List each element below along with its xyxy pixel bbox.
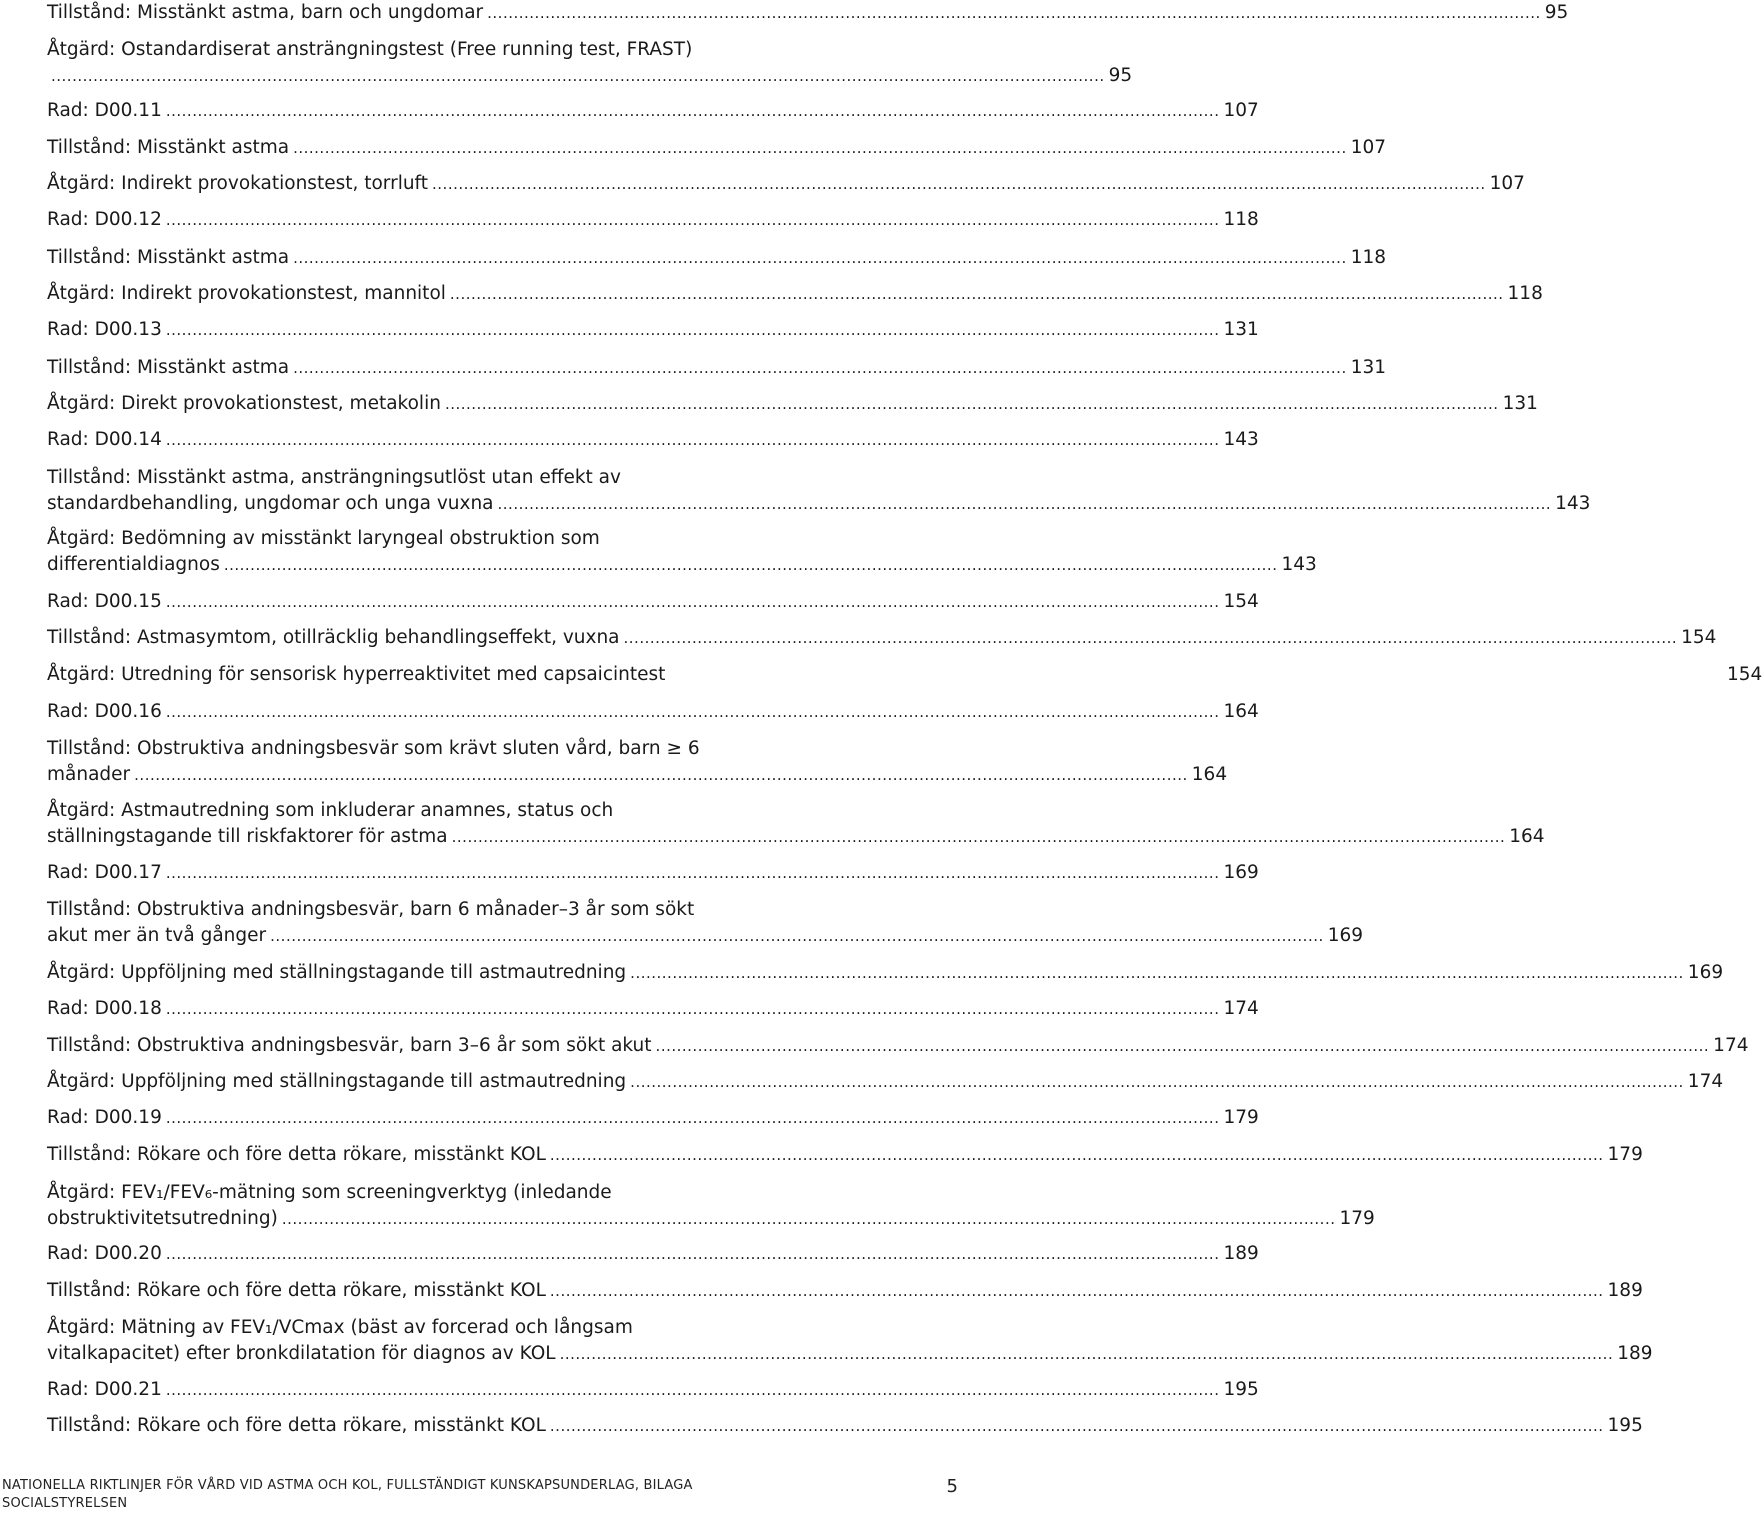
- toc-entry-title: Tillstånd: Rökare och före detta rökare, misstänkt KOL: [47, 1415, 546, 1436]
- toc-page-number: 179: [1607, 1144, 1643, 1165]
- toc-page-number: 195: [1223, 1379, 1259, 1400]
- toc-entry-line: [47, 63, 1133, 89]
- toc-entry[interactable]: [47, 98, 1259, 124]
- dot-leader: ........................................................................................................................................................................................................: [293, 139, 1347, 157]
- toc-entry-title: Åtgärd: Uppföljning med ställningstagande till astmautredning: [47, 1071, 627, 1092]
- dot-leader: ........................................................................................................................................................................................................: [165, 1381, 1220, 1399]
- toc-entry-line: [47, 355, 1387, 381]
- toc-entry-line: [47, 589, 1259, 615]
- toc-entry-title: Rad: D00.15: [47, 591, 162, 612]
- toc-entry-title: vitalkapacitet) efter bronkdilatation för diagnos av KOL: [47, 1343, 556, 1364]
- dot-leader: ........................................................................................................................................................................................................: [281, 1210, 1336, 1228]
- toc-entry-line: [47, 662, 1762, 688]
- toc-entry-title: standardbehandling, ungdomar och unga vuxna: [47, 493, 494, 514]
- toc-entry[interactable]: [47, 1413, 1643, 1439]
- toc-entry[interactable]: [47, 1105, 1259, 1131]
- dot-leader: ........................................................................................................................................................................................................: [559, 1345, 1614, 1363]
- toc-entry[interactable]: [47, 699, 1259, 725]
- toc-entry-title: Åtgärd: Astmautredning som inkluderar anamnes, status och: [47, 800, 614, 821]
- toc-entry-title: Åtgärd: Direkt provokationstest, metakolin: [47, 393, 441, 414]
- dot-leader: ........................................................................................................................................................................................................: [134, 766, 1188, 784]
- toc-entry-line: [47, 391, 1538, 417]
- dot-leader: ........................................................................................................................................................................................................: [449, 285, 1504, 303]
- toc-entry[interactable]: [47, 465, 1591, 517]
- toc-entry-line: [47, 960, 1724, 986]
- dot-leader: ........................................................................................................................................................................................................: [630, 964, 1684, 982]
- toc-entry-line: [47, 526, 757, 552]
- toc-page-number: 169: [1327, 925, 1364, 946]
- toc-page-number: 174: [1223, 998, 1259, 1019]
- toc-entry-line: [47, 762, 1228, 788]
- dot-leader: ........................................................................................................................................................................................................: [165, 431, 1220, 449]
- toc-entry-line: [47, 897, 757, 923]
- toc-entry[interactable]: [47, 1315, 1653, 1367]
- toc-entry[interactable]: [47, 996, 1259, 1022]
- toc-entry[interactable]: [47, 798, 1545, 850]
- toc-entry-title: Tillstånd: Rökare och före detta rökare, misstänkt KOL: [47, 1280, 546, 1301]
- toc-entry-line: [47, 1105, 1259, 1131]
- toc-entry-line: [47, 1315, 757, 1341]
- toc-entry-line: [47, 552, 1317, 578]
- toc-entry[interactable]: [47, 427, 1259, 453]
- toc-page-number: 131: [1223, 319, 1259, 340]
- toc-entry-line: [47, 37, 757, 63]
- dot-leader: ........................................................................................................................................................................................................: [623, 629, 1678, 647]
- toc-entry-title: Tillstånd: Misstänkt astma: [47, 247, 290, 268]
- dot-leader: ........................................................................................................................................................................................................: [549, 1417, 1604, 1435]
- toc-entry-line: [47, 996, 1259, 1022]
- toc-page-number: 95: [1544, 2, 1569, 23]
- toc-page-number: 95: [1108, 65, 1133, 86]
- toc-entry-line: [47, 923, 1364, 949]
- toc-entry-title: Rad: D00.13: [47, 319, 162, 340]
- toc-page-number: 195: [1607, 1415, 1643, 1436]
- toc-entry[interactable]: [47, 897, 1364, 949]
- toc-entry-title: Tillstånd: Obstruktiva andningsbesvär, barn 3–6 år som sökt akut: [47, 1035, 652, 1056]
- toc-entry-title: Rad: D00.12: [47, 209, 162, 230]
- toc-entry[interactable]: [47, 171, 1525, 197]
- dot-leader: ........................................................................................................................................................................................................: [293, 359, 1347, 377]
- toc-entry-title: akut mer än två gånger: [47, 925, 267, 946]
- footer-document-title: NATIONELLA RIKTLINJER FÖR VÅRD VID ASTMA OCH KOL, FULLSTÄNDIGT KUNSKAPSUNDERLAG, BILAGA: [2, 1478, 693, 1493]
- toc-entry-line: [47, 135, 1387, 161]
- toc-entry[interactable]: [47, 736, 1228, 788]
- toc-entry[interactable]: [47, 1142, 1643, 1168]
- toc-entry-title: Rad: D00.19: [47, 1107, 162, 1128]
- toc-entry-line: [47, 491, 1591, 517]
- dot-leader: ........................................................................................................................................................................................................: [655, 1037, 1710, 1055]
- toc-page-number: 164: [1509, 826, 1545, 847]
- toc-entry-title: Åtgärd: Utredning för sensorisk hyperreaktivitet med capsaicintest: [47, 664, 666, 685]
- toc-entry-title: Åtgärd: FEV₁/FEV₆-mätning som screeningverktyg (inledande: [47, 1182, 612, 1203]
- toc-entry[interactable]: [47, 0, 1569, 26]
- toc-entry[interactable]: [47, 1069, 1724, 1095]
- toc-entry[interactable]: [47, 391, 1538, 417]
- toc-entry-title: ställningstagande till riskfaktorer för astma: [47, 826, 448, 847]
- toc-entry-title: Rad: D00.17: [47, 862, 162, 883]
- toc-entry[interactable]: [47, 1241, 1259, 1267]
- toc-entry-title: Åtgärd: Bedömning av misstänkt laryngeal obstruktion som: [47, 528, 600, 549]
- toc-entry[interactable]: [47, 245, 1387, 271]
- toc-entry-line: [47, 1142, 1643, 1168]
- toc-entry-title: Åtgärd: Ostandardiserat ansträngningstest (Free running test, FRAST): [47, 39, 693, 60]
- dot-leader: ........................................................................................................................................................................................................: [165, 1109, 1220, 1127]
- toc-entry-title: Tillstånd: Obstruktiva andningsbesvär, barn 6 månader–3 år som sökt: [47, 899, 695, 920]
- toc-entry-line: [47, 1341, 1653, 1367]
- toc-page-number: 107: [1489, 173, 1525, 194]
- toc-entry-line: [47, 0, 1569, 26]
- toc-entry-line: [47, 699, 1259, 725]
- toc-entry-line: [47, 1206, 1375, 1232]
- toc-entry[interactable]: [47, 281, 1543, 307]
- toc-entry-title: Åtgärd: Uppföljning med ställningstagande till astmautredning: [47, 962, 627, 983]
- toc-entry[interactable]: [47, 625, 1717, 651]
- toc-page-number: 154: [1223, 591, 1259, 612]
- dot-leader: ........................................................................................................................................................................................................: [270, 927, 1324, 945]
- toc-entry-line: [47, 1413, 1643, 1439]
- toc-entry-line: [47, 736, 757, 762]
- toc-entry[interactable]: [47, 960, 1724, 986]
- toc-entry-title: Tillstånd: Misstänkt astma, ansträngningsutlöst utan effekt av: [47, 467, 621, 488]
- toc-entry-line: [47, 171, 1525, 197]
- toc-entry[interactable]: [47, 1033, 1749, 1059]
- toc-page-number: 143: [1555, 493, 1591, 514]
- toc-entry[interactable]: [47, 355, 1387, 381]
- dot-leader: ........................................................................................................................................................................................................: [549, 1282, 1604, 1300]
- toc-page-number: 189: [1223, 1243, 1259, 1264]
- dot-leader: ........................................................................................................................................................................................................: [432, 175, 1486, 193]
- dot-leader: ........................................................................................................................................................................................................: [165, 864, 1220, 882]
- toc-entry-title: Åtgärd: Mätning av FEV₁/VCmax (bäst av forcerad och långsam: [47, 1317, 633, 1338]
- toc-entry-title: Tillstånd: Misstänkt astma: [47, 357, 290, 378]
- toc-page-number: 164: [1223, 701, 1259, 722]
- toc-entry[interactable]: [47, 1278, 1643, 1304]
- dot-leader: ........................................................................................................................................................................................................: [451, 828, 1506, 846]
- toc-entry-line: [47, 1180, 757, 1206]
- toc-page-number: 164: [1191, 764, 1228, 785]
- toc-entry-line: [47, 1033, 1749, 1059]
- toc-entry-title: Rad: D00.18: [47, 998, 162, 1019]
- toc-page-number: 179: [1223, 1107, 1259, 1128]
- toc-entry[interactable]: [47, 526, 1317, 578]
- toc-entry-line: [47, 824, 1545, 850]
- toc-page-number: 174: [1687, 1071, 1724, 1092]
- dot-leader: ........................................................................................................................................................................................................: [165, 102, 1220, 120]
- toc-entry-line: [47, 207, 1259, 233]
- toc-page-number: 107: [1350, 137, 1387, 158]
- dot-leader: ........................................................................................................................................................................................................: [165, 211, 1220, 229]
- dot-leader: ........................................................................................................................................................................................................: [630, 1073, 1684, 1091]
- footer-page-number: 5: [946, 1476, 958, 1497]
- toc-entry-line: [47, 625, 1717, 651]
- toc-entry-title: differentialdiagnos: [47, 554, 220, 575]
- toc-page-number: 154: [1681, 627, 1717, 648]
- toc-page-number: 189: [1607, 1280, 1643, 1301]
- toc-entry-line: [47, 245, 1387, 271]
- toc-entry-title: Tillstånd: Misstänkt astma: [47, 137, 290, 158]
- dot-leader: ........................................................................................................................................................................................................: [223, 556, 1278, 574]
- toc-page-number: 118: [1223, 209, 1259, 230]
- page-footer: [0, 1476, 960, 1513]
- toc-page-number: 131: [1350, 357, 1387, 378]
- dot-leader: ........................................................................................................................................................................................................: [497, 495, 1552, 513]
- toc-page-number: 169: [1687, 962, 1724, 983]
- toc-entry-line: [47, 465, 757, 491]
- toc-entry[interactable]: [47, 207, 1259, 233]
- toc-page-number: 189: [1617, 1343, 1653, 1364]
- toc-entry[interactable]: [47, 37, 1133, 89]
- toc-entry[interactable]: [47, 1180, 1375, 1232]
- toc-entry-line: [47, 317, 1259, 343]
- toc-entry-line: [47, 1069, 1724, 1095]
- toc-page-number: 154: [1727, 664, 1762, 685]
- toc-page-number: 118: [1350, 247, 1387, 268]
- toc-page-number: 179: [1339, 1208, 1375, 1229]
- toc-entry[interactable]: [47, 589, 1259, 615]
- toc-entry-title: Åtgärd: Indirekt provokationstest, mannitol: [47, 283, 446, 304]
- toc-entry-title: Tillstånd: Rökare och före detta rökare, misstänkt KOL: [47, 1144, 546, 1165]
- toc-page-number: 143: [1281, 554, 1317, 575]
- toc-entry[interactable]: [47, 662, 1762, 688]
- toc-entry-title: Tillstånd: Obstruktiva andningsbesvär som krävt sluten vård, barn ≥ 6: [47, 738, 700, 759]
- toc-entry-line: [47, 427, 1259, 453]
- toc-page-number: 131: [1502, 393, 1538, 414]
- dot-leader: ........................................................................................................................................................................................................: [165, 1000, 1220, 1018]
- toc-entry-line: [47, 281, 1543, 307]
- toc-entry-title: Rad: D00.11: [47, 100, 162, 121]
- toc-entry[interactable]: [47, 135, 1387, 161]
- dot-leader: ........................................................................................................................................................................................................: [293, 249, 1347, 267]
- toc-entry-title: Tillstånd: Misstänkt astma, barn och ungdomar: [47, 2, 484, 23]
- dot-leader: ........................................................................................................................................................................................................: [549, 1146, 1604, 1164]
- toc-entry-line: [47, 1377, 1259, 1403]
- dot-leader: ........................................................................................................................................................................................................: [165, 321, 1220, 339]
- toc-entry-line: [47, 1241, 1259, 1267]
- toc-entry-title: obstruktivitetsutredning): [47, 1208, 278, 1229]
- toc-entry-line: [47, 860, 1259, 886]
- toc-entry-line: [47, 798, 757, 824]
- toc-page-number: 143: [1223, 429, 1259, 450]
- dot-leader: ........................................................................................................................................................................................................: [444, 395, 1499, 413]
- dot-leader: ........................................................................................................................................................................................................: [165, 1245, 1220, 1263]
- dot-leader: ........................................................................................................................................................................................................: [51, 67, 1105, 85]
- toc-entry-line: [47, 1278, 1643, 1304]
- toc-entry-title: Tillstånd: Astmasymtom, otillräcklig behandlingseffekt, vuxna: [47, 627, 620, 648]
- toc-entry-title: Rad: D00.20: [47, 1243, 162, 1264]
- toc-entry[interactable]: [47, 317, 1259, 343]
- toc-entry-title: Rad: D00.16: [47, 701, 162, 722]
- toc-entry-line: [47, 98, 1259, 124]
- toc-entry-title: Rad: D00.21: [47, 1379, 162, 1400]
- toc-page-number: 174: [1713, 1035, 1749, 1056]
- toc-page-number: 107: [1223, 100, 1259, 121]
- toc-entry-title: Rad: D00.14: [47, 429, 162, 450]
- toc-entry[interactable]: [47, 860, 1259, 886]
- toc-page-number: 118: [1507, 283, 1543, 304]
- toc-entry-title: Åtgärd: Indirekt provokationstest, torrluft: [47, 173, 429, 194]
- footer-publisher: SOCIALSTYRELSEN: [2, 1496, 128, 1511]
- toc-entry[interactable]: [47, 1377, 1259, 1403]
- dot-leader: ........................................................................................................................................................................................................: [487, 4, 1541, 22]
- dot-leader: ........................................................................................................................................................................................................: [165, 703, 1220, 721]
- toc-entry-title: månader: [47, 764, 131, 785]
- toc-page-number: 169: [1223, 862, 1259, 883]
- dot-leader: ........................................................................................................................................................................................................: [165, 593, 1220, 611]
